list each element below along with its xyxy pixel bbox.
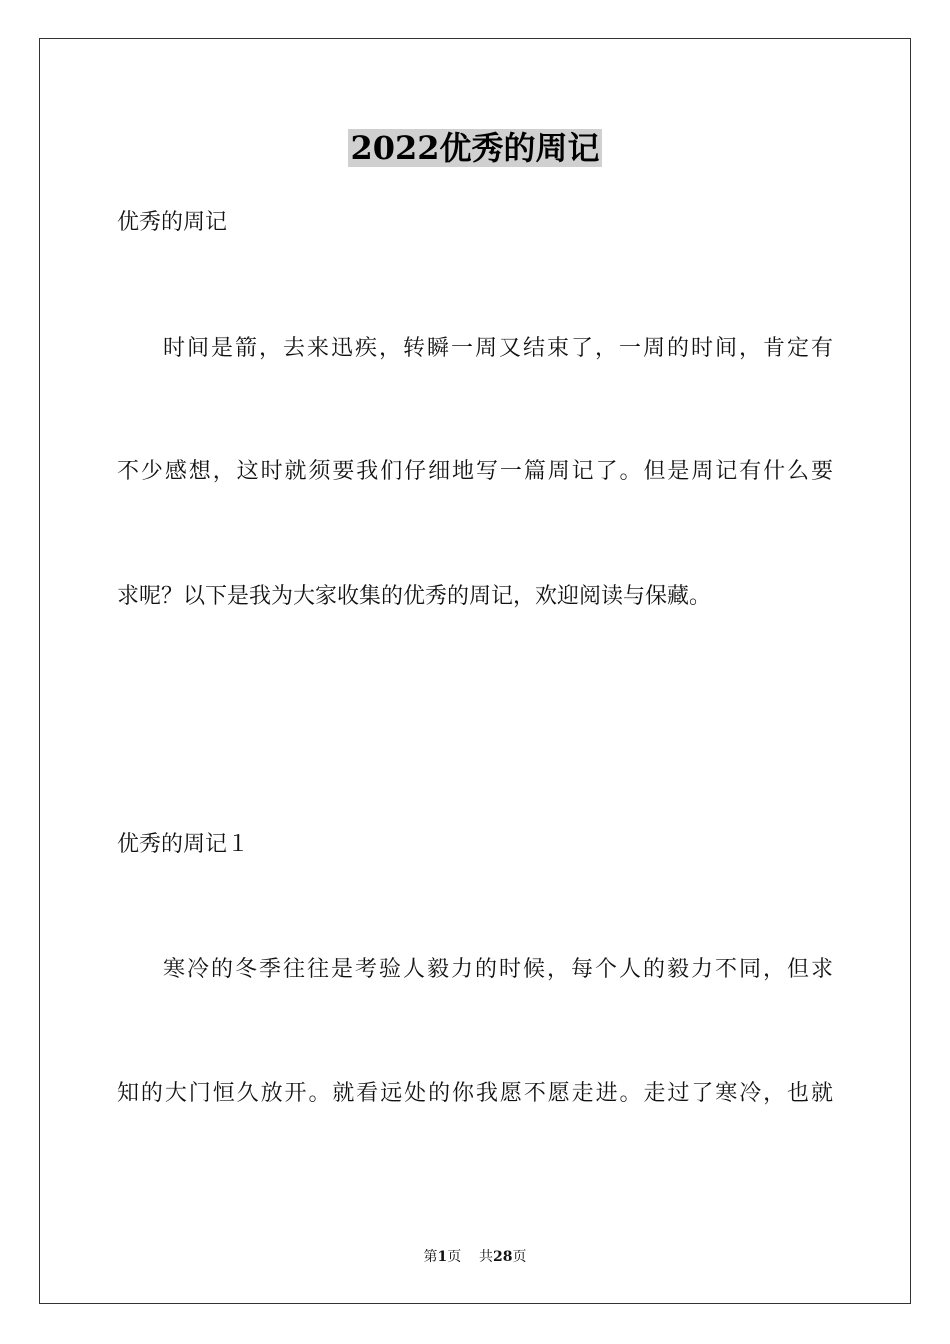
document-title-text: 2022优秀的周记	[350, 129, 600, 167]
page-footer	[0, 1247, 950, 1267]
footer-page-current: 1	[437, 1249, 448, 1265]
intro-line-2: 不少感想，这时就须要我们仔细地写一篇周记了。但是周记有什么要	[117, 459, 833, 484]
intro-line-1: 时间是箭，去来迅疾，转瞬一周又结束了，一周的时间，肯定有	[163, 336, 833, 361]
section-line-1: 寒冷的冬季往往是考验人毅力的时候，每个人的毅力不同，但求	[163, 957, 833, 982]
footer-page-prefix: 第	[423, 1249, 438, 1265]
footer-page-suffix: 页	[447, 1249, 462, 1265]
section-heading: 优秀的周记１	[117, 832, 250, 857]
section-line-2: 知的大门恒久放开。就看远处的你我愿不愿走进。走过了寒冷，也就	[117, 1081, 833, 1106]
document-subtitle: 优秀的周记	[117, 210, 228, 235]
document-title	[0, 126, 950, 170]
footer-total-prefix: 共	[479, 1249, 494, 1265]
footer-page-total: 28	[493, 1249, 513, 1265]
intro-line-3: 求呢？以下是我为大家收集的优秀的周记，欢迎阅读与保藏。	[117, 584, 712, 609]
footer-total-suffix: 页	[512, 1249, 527, 1265]
